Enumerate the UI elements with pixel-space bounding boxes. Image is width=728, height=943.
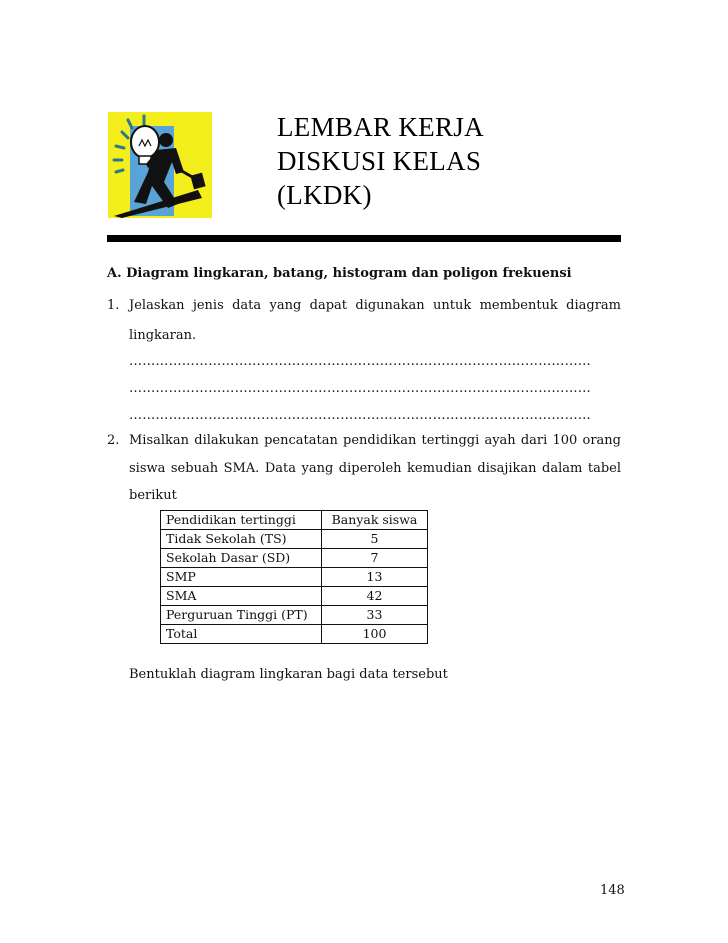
worksheet-title	[277, 110, 484, 212]
table-cell: Sekolah Dasar (SD)	[161, 549, 322, 568]
answer-line-3: ……………………………………………………………………………………………	[129, 408, 591, 423]
question-2-line-3: berikut	[129, 488, 177, 503]
table-header: Banyak siswa	[322, 511, 428, 530]
question-1-number: 1.	[107, 298, 120, 313]
table-cell: Perguruan Tinggi (PT)	[161, 606, 322, 625]
question-2-line-1: Misalkan dilakukan pencatatan pendidikan tertinggi ayah dari 100 orang	[129, 433, 621, 448]
answer-line-1: ……………………………………………………………………………………………	[129, 354, 591, 369]
table-cell: 7	[322, 549, 428, 568]
table-row	[161, 530, 428, 549]
table-row	[161, 625, 428, 644]
table-row	[161, 606, 428, 625]
table-cell: 42	[322, 587, 428, 606]
title-line-3: (LKDK)	[277, 180, 372, 210]
title-line-2: DISKUSI KELAS	[277, 146, 482, 176]
table-cell: 13	[322, 568, 428, 587]
question-2-line-2: siswa sebuah SMA. Data yang diperoleh kemudian disajikan dalam tabel	[129, 461, 621, 476]
lightbulb-idea-person-icon	[108, 112, 212, 218]
page-number: 148	[600, 883, 625, 898]
table-cell: Tidak Sekolah (TS)	[161, 530, 322, 549]
question-2-number: 2.	[107, 433, 120, 448]
table-cell: SMP	[161, 568, 322, 587]
answer-line-2: ……………………………………………………………………………………………	[129, 381, 591, 396]
table-header-row	[161, 511, 428, 530]
table-header: Pendidikan tertinggi	[161, 511, 322, 530]
table-row	[161, 568, 428, 587]
header-divider	[107, 235, 621, 242]
education-table	[160, 510, 428, 644]
table-row	[161, 549, 428, 568]
table-cell: 5	[322, 530, 428, 549]
table-cell: SMA	[161, 587, 322, 606]
table-cell: 33	[322, 606, 428, 625]
question-2-instruction: Bentuklah diagram lingkaran bagi data tersebut	[129, 667, 448, 682]
question-1-line-1: Jelaskan jenis data yang dapat digunakan untuk membentuk diagram	[129, 298, 621, 313]
title-line-1: LEMBAR KERJA	[277, 112, 484, 142]
table-cell: Total	[161, 625, 322, 644]
table-cell: 100	[322, 625, 428, 644]
question-1-line-2: lingkaran.	[129, 328, 197, 343]
section-heading: A. Diagram lingkaran, batang, histogram dan poligon frekuensi	[107, 266, 572, 281]
table-row	[161, 587, 428, 606]
